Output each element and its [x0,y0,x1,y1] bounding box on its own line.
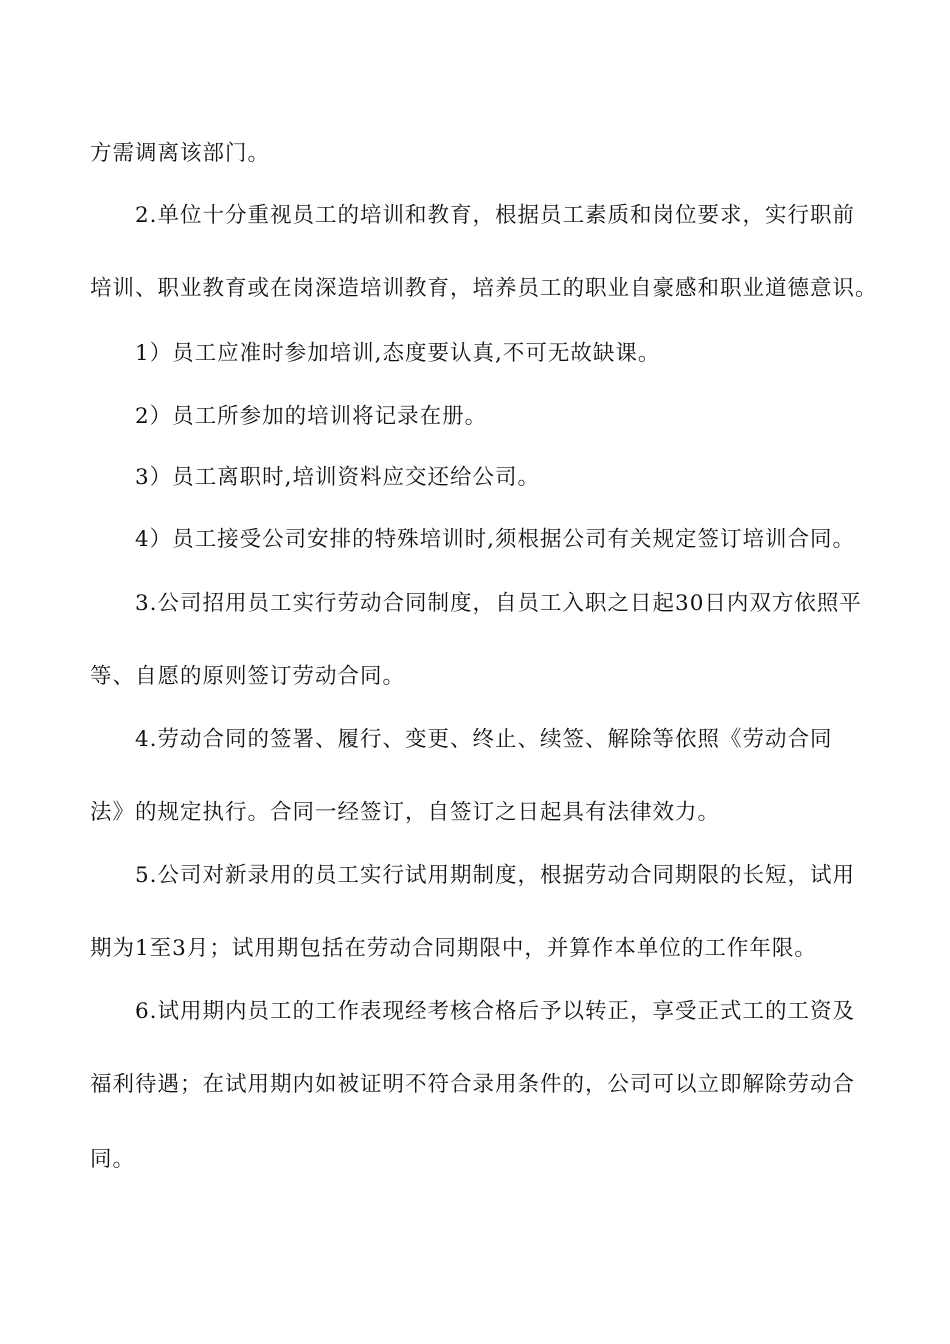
clause-4-line-1: 4.劳动合同的签署、履行、变更、终止、续签、解除等依照《劳动合同 [135,727,833,752]
clause-4-line-2: 法》的规定执行。合同一经签订，自签订之日起具有法律效力。 [90,800,721,825]
sub-item-1: 1）员工应准时参加培训,态度要认真,不可无故缺课。 [135,341,661,366]
clause-3-line-1: 3.公司招用员工实行劳动合同制度，自员工入职之日起30日内双方依照平 [135,591,862,616]
clause-3-line-2: 等、自愿的原则签订劳动合同。 [90,664,406,689]
sub-item-2: 2）员工所参加的培训将记录在册。 [135,404,488,429]
clause-5-line-1: 5.公司对新录用的员工实行试用期制度，根据劳动合同期限的长短，试用 [135,863,856,888]
clause-2-line-2: 培训、职业教育或在岗深造培训教育，培养员工的职业自豪感和职业道德意识。 [90,276,878,301]
clause-6-line-2: 福利待遇；在试用期内如被证明不符合录用条件的，公司可以立即解除劳动合 [90,1072,856,1097]
sub-item-3: 3）员工离职时,培训资料应交还给公司。 [135,465,541,490]
clause-6-line-3: 同。 [90,1147,136,1172]
paragraph-continuation: 方需调离该部门。 [90,141,271,166]
clause-6-line-1: 6.试用期内员工的工作表现经考核合格后予以转正，享受正式工的工资及 [135,999,856,1024]
clause-2-line-1: 2.单位十分重视员工的培训和教育，根据员工素质和岗位要求，实行职前 [135,203,856,228]
sub-item-4: 4）员工接受公司安排的特殊培训时,须根据公司有关规定签订培训合同。 [135,527,856,552]
clause-5-line-2: 期为1至3月；试用期包括在劳动合同期限中，并算作本单位的工作年限。 [90,936,817,961]
